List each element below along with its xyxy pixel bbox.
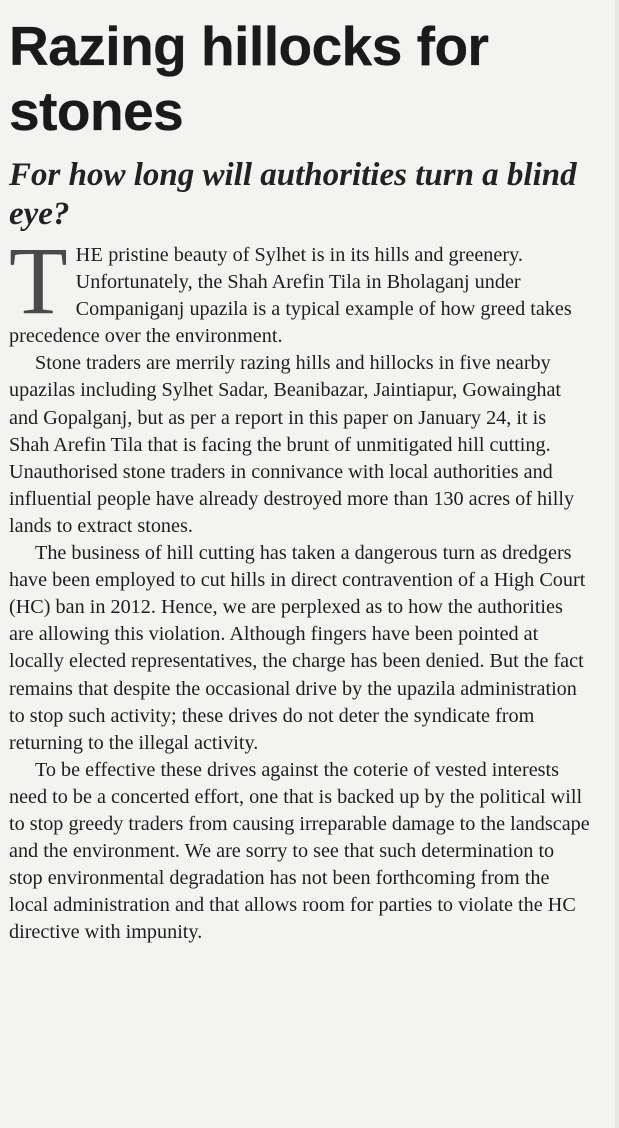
article-body — [9, 227, 591, 946]
paragraph-3: The business of hill cutting has taken a dangerous turn as dredgers have been employed to cut hills in direct contravention of a High Court (HC) ban in 2012. Hence, we are perplexed as to how the authorities are allowing this violation. Although fingers have been pointed at locally elected representatives, the charge has been denied. But the fact remains that despite the occasional drive by the upazila administration to stop such activity; these drives do not deter the syndicate from returning to the illegal activity. — [9, 542, 586, 754]
paragraph-1 — [9, 227, 591, 350]
subheadline: For how long will authorities turn a blind eye? — [9, 157, 577, 232]
paragraph-4: To be effective these drives against the coterie of vested interests need to be a concerted effort, one that is backed up by the political will to stop greedy traders from causing irreparable damage to the landscape and the environment. We are sorry to see that such determination to stop environmental degradation has not been forthcoming from the local administration and that allows room for parties to violate the HC directive with impunity. — [9, 758, 590, 944]
drop-cap: T — [9, 227, 68, 334]
page-edge — [615, 0, 619, 1128]
lead-caps: HE — [75, 244, 104, 266]
headline: Razing hillocks for stones — [9, 15, 489, 142]
paragraph-1-text: pristine beauty of Sylhet is in its hills and greenery. Unfortunately, the Shah Arefin Tila in Bholaganj under Companiganj upazila is a typical example of how greed takes precedence over the environment. — [9, 244, 572, 348]
paragraph-2: Stone traders are merrily razing hills and hillocks in five nearby upazilas including Sylhet Sadar, Beanibazar, Jaintiapur, Gowainghat and Gopalganj, but as per a report in this paper on January 24, it is Shah Arefin Tila that is facing the brunt of unmitigated hill cutting. Unauthorised stone traders in connivance with local authorities and influential people have already destroyed more than 130 acres of hilly lands to extract stones. — [9, 352, 575, 537]
